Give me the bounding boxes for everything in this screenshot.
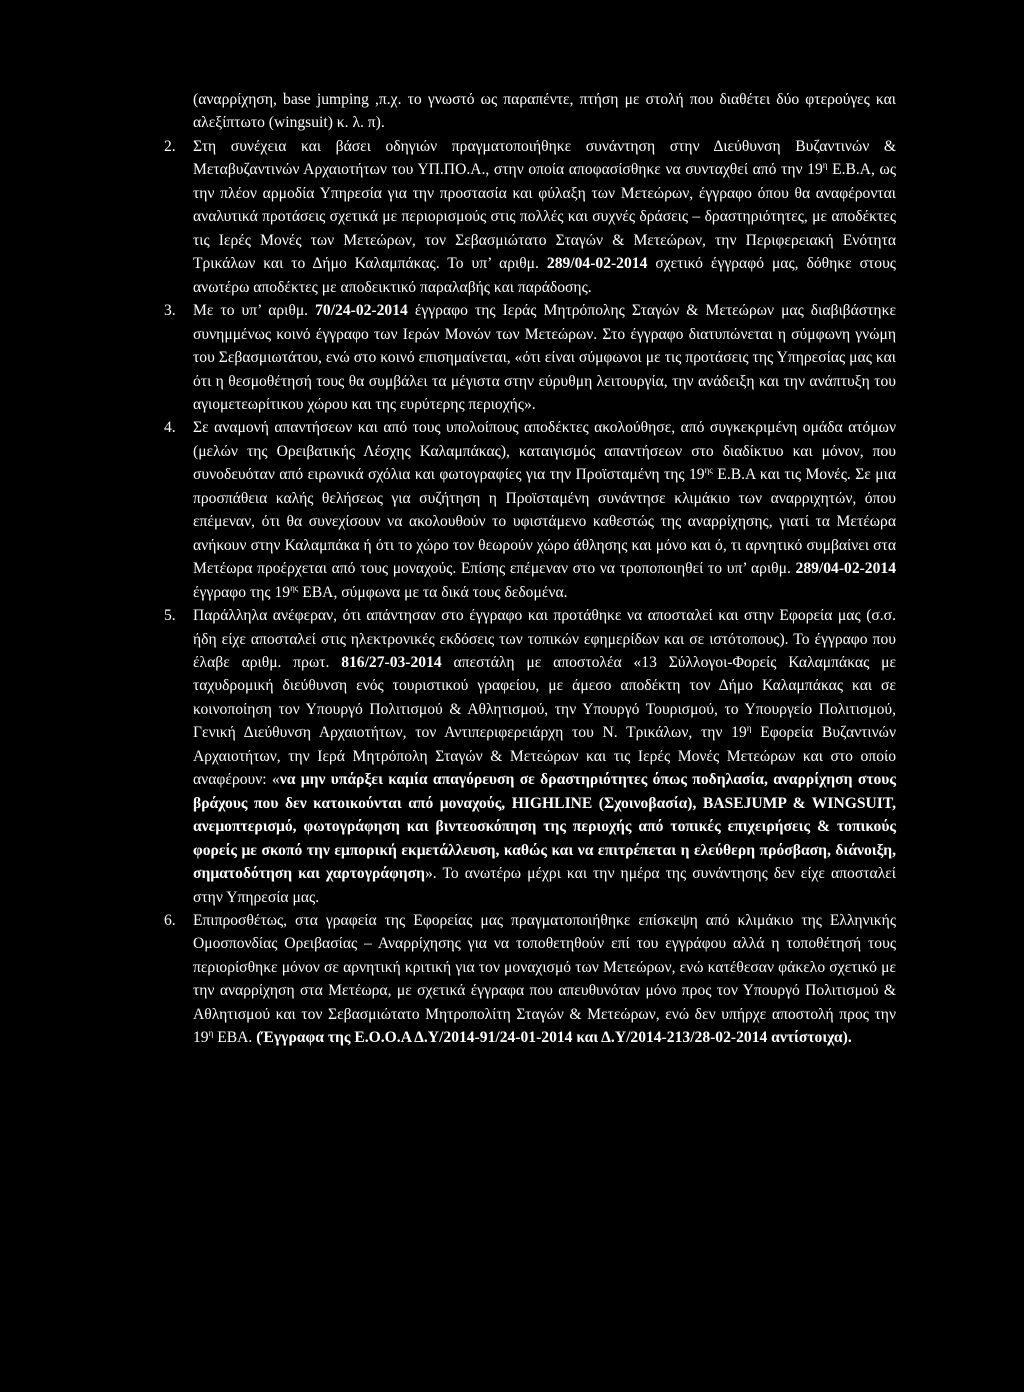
ordinal-superscript: ης <box>290 582 299 593</box>
text-segment: σχετικό έγγραφό μας, δόθηκε στους ανωτέρω αποδέκτες με αποδεικτικό παραλαβής και παράδοσης. <box>193 255 896 296</box>
bold-text-segment: 289/04-02-2014 <box>546 255 648 273</box>
list-item <box>0 909 1024 1050</box>
text-segment: Επιπροσθέτως, στα γραφεία της Εφορείας μας πραγματοποιήθηκε επίσκεψη από κλιμάκιο της Ελληνικής Ομοσπονδίας Ορειβασίας – Αναρρίχησης για να τοποθετηθούν επί του εγγράφου αλλά η τοποθέτησή τους περιορίσθηκε μόνον σε αρνητική κριτική για τον μοναχισμό των Μετεώρων, ενώ κατέθεσαν φάκελο σχετικό με την αναρρίχηση στα Μετέωρα, με σχετικά έγγραφα που απευθυνόταν μόνο προς τον Υπουργό Πολιτισμού & Αθλητισμού και τον Σεβασμιώτατο Μητροπολίτη Σταγών & Μετεώρων, ενώ δεν υπήρχε αποστολή προς την 19 <box>193 911 896 1047</box>
text-segment: Ε.Β.Α και τις Μονές. Σε μια προσπάθεια καλής θελήσεως για συζήτηση η Προϊσταμένη συνάντησε κλιμάκιο των αναρριχητών, όπου επέμεναν, ότι θα συνεχίσουν να ακολουθούν το υφιστάμενο καθεστώς της αναρρίχησης, γιατί τα Μετέωρα ανήκουν στην Καλαμπάκα ή ότι το χώρο τον θεωρούν χώρο άθλησης και μόνο και ό, τι αρνητικό συμβαίνει στα Μετέωρα προέρχεται από τους μοναχούς. Επίσης επέμεναν στο να τροποποιηθεί το υπ’ αριθμ. <box>193 466 896 578</box>
item-text <box>193 607 896 905</box>
ordinal-superscript: η <box>822 160 828 171</box>
bold-text-segment: (Έγγραφα της Ε.Ο.Ο.Α Δ.Υ/2014-91/24-01-2014 και Δ.Υ/2014-213/28-02-2014 αντίστοιχα). <box>256 1029 852 1047</box>
text-segment: Με το υπ’ αριθμ. <box>193 302 316 320</box>
list-item <box>0 135 1024 299</box>
bold-text-segment: να μην υπάρξει καμία απαγόρευση σε δραστηριότητες όπως ποδηλασία, αναρρίχηση στους βράχους που δεν κατοικούνται από μοναχούς, HIGHLINE (Σχοινοβασία), BASEJUMP & WINGSUIT, ανεμοπτερισμό, φωτογράφηση και βιντεοσκόπηση της περιοχής από τοπικές επιχειρήσεις & τοπικούς φορείς με σκοπό την εμπορική εκμετάλλευση, καθώς και να επιτρέπεται η ελεύθερη πρόσβαση, διάνοιξη, σηματοδότηση και χαρτογράφηση <box>193 771 896 883</box>
text-segment: ΕΒΑ, σύμφωνα με τα δικά τους δεδομένα. <box>298 583 568 601</box>
text-segment: Στη συνέχεια και βάσει οδηγιών πραγματοποιήθηκε συνάντηση στην Διεύθυνση Βυζαντινών & Μεταβυζαντινών Αρχαιοτήτων του ΥΠ.ΠΟ.Α., στην οποία αποφασίσθηκε να συνταχθεί από την 19 <box>193 138 896 179</box>
text-segment: ». Το ανωτέρω μέχρι και την ημέρα της συνάντησης δεν είχε αποσταλεί στην Υπηρεσία μας. <box>193 865 896 906</box>
text-segment: Ε.Β.Α, ως την πλέον αρμοδία Υπηρεσία για την προστασία και φύλαξη των Μετεώρων, έγγραφο όπου θα αναφέρονται αναλυτικά προτάσεις σχετικά με περιορισμούς στις πολλές και συχνές δράσεις – δραστηριότητες, με αποδέκτες τις Ιερές Μονές των Μετεώρων, τον Σεβασμιώτατο Σταγών & Μετεώρων, την Περιφερειακή Ενότητα Τρικάλων και το Δήμο Καλαμπάκας. Το υπ’ αριθμ. <box>193 161 896 273</box>
item-text <box>193 302 896 413</box>
text-segment: απεστάλη με αποστολέα «13 Σύλλογοι-Φορείς Καλαμπάκας με ταχυδρομική διεύθυνση ενός τουριστικού γραφείου, με άμεσο αποδέκτη τον Δήμο Καλαμπάκας και σε κοινοποίηση τον Υπουργό Πολιτισμού & Αθλητισμού, την Υπουργό Τουρισμού, το Υπουργείο Πολιτισμού, Γενική Διεύθυνση Αρχαιοτήτων, τον Αντιπεριφερειάρχη του Ν. Τρικάλων, την 19 <box>193 653 896 742</box>
text-segment: έγγραφο της 19 <box>193 583 291 601</box>
item-number: 5. <box>164 607 176 625</box>
text-segment: Παράλληλα ανέφεραν, ότι απάντησαν στο έγγραφο και προτάθηκε να αποσταλεί και στην Εφορεία μας (σ.σ. ήδη είχε αποσταλεί στις ηλεκτρονικές εκδόσεις των τοπικών εφημερίδων και σε ιστότοπους). Το έγγραφο που έλαβε αριθμ. πρωτ. <box>193 607 896 671</box>
list-item <box>0 604 1024 909</box>
item-text <box>193 912 896 1046</box>
text-segment: Σε αναμονή απαντήσεων και από τους υπολοίπους αποδέκτες ακολούθησε, από συγκεκριμένη ομάδα ατόμων (μελών της Ορειβατικής Λέσχης Καλαμπάκας), καταιγισμός απαντήσεων στο διαδίκτυο και μόνον, που συνοδευόταν από ειρωνικά σχόλια και φωτογραφίες για την Προϊσταμένη της 19 <box>193 419 896 484</box>
bold-text-segment: 289/04-02-2014 <box>795 560 896 578</box>
item-number: 6. <box>164 911 176 929</box>
item-number: 2. <box>164 138 176 155</box>
bold-text-segment: 816/27-03-2014 <box>341 653 442 671</box>
item-text <box>193 138 896 296</box>
numbered-list <box>0 135 1024 1050</box>
item-number: 4. <box>164 419 176 437</box>
text-segment: ΕΒΑ. <box>213 1029 257 1047</box>
text-segment: έγγραφο της Ιεράς Μητρόπολης Σταγών & Μετεώρων μας διαβιβάστηκε συνημμένως κοινό έγγραφο των Ιερών Μονών των Μετεώρων. Στο έγγραφο διατυπώνεται η σύμφωνη γνώμη του Σεβασμιωτάτου, ενώ στο κοινό επισημαίνεται, «ότι είναι σύμφωνοι με τις προτάσεις της Υπηρεσίας μας και ότι η θεσμοθέτησή τους θα συμβάλει τα μέγιστα στην εύρυθμη λειτουργία, την ανάδειξη και την ανάπτυξη του αγιομετεωρίτικου χώρου και της ευρύτερης περιοχής». <box>193 302 896 413</box>
item-number: 3. <box>164 302 176 320</box>
continuation-paragraph: (αναρρίχηση, base jumping ,π.χ. το γνωστό ως παραπέντε, πτήση με στολή που διαθέτει δύο φτερούγες και αλεξίπτωτο (wingsuit) κ. λ. π). <box>193 91 896 132</box>
list-item <box>0 299 1024 416</box>
ordinal-superscript: ης <box>704 465 713 476</box>
item-text <box>193 419 896 600</box>
ordinal-superscript: η <box>746 723 752 734</box>
ordinal-superscript: η <box>208 1028 214 1039</box>
text-segment: Εφορεία Βυζαντινών Αρχαιοτήτων, την Ιερά Μητρόπολη Σταγών & Μετεώρων και τις Ιερές Μονές Μετεώρων και στο οποίο αναφέρουν: « <box>193 724 896 789</box>
list-item <box>0 416 1024 604</box>
bold-text-segment: 70/24-02-2014 <box>315 302 408 320</box>
